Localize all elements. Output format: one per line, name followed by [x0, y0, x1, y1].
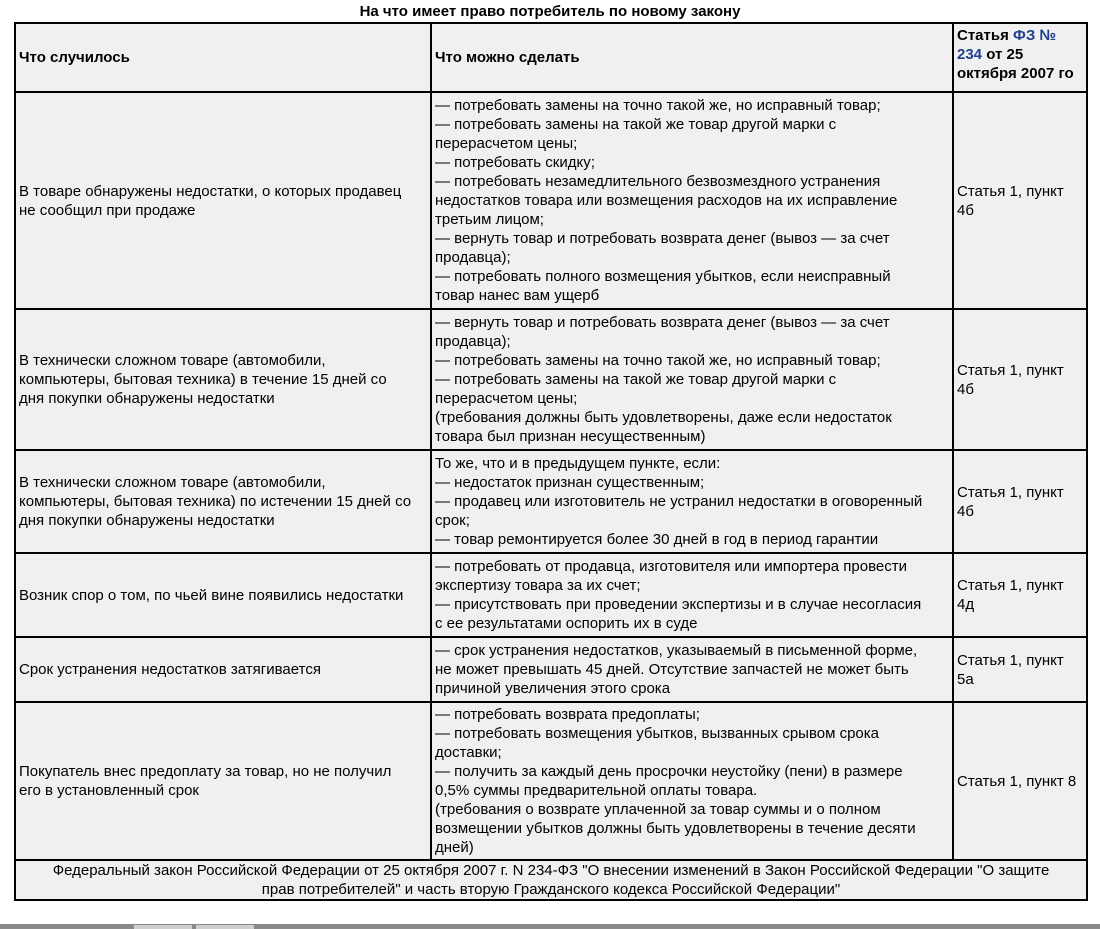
article-cell — [954, 703, 1088, 861]
actions-cell-line: — потребовать скидку; — [435, 154, 595, 171]
actions-cell-line: — недостаток признан существенным; — [435, 474, 705, 491]
situation-cell — [16, 451, 432, 554]
actions-cell-line: — продавец или изготовитель не устранил недостатки в оговоренный — [435, 493, 923, 510]
situation-cell — [16, 638, 432, 703]
table-row — [16, 310, 1088, 451]
actions-cell-line: перерасчетом цены; — [435, 390, 578, 407]
actions-cell-line: перерасчетом цены; — [435, 135, 578, 152]
table-caption: На что имеет право потребитель по новому закону — [359, 3, 741, 20]
law-reference-link[interactable] — [16, 861, 1088, 901]
table-row — [16, 703, 1088, 861]
actions-cell-line: То же, что и в предыдущем пункте, если: — [435, 455, 721, 472]
law-link[interactable]: ФЗ № 234 — [957, 27, 1057, 63]
actions-cell-line: — потребовать замены на точно такой же, но исправный товар; — [435, 352, 881, 369]
actions-cell-line: — потребовать возврата предоплаты; — [435, 706, 700, 723]
article-cell-line: 5а — [957, 670, 974, 688]
situation-cell-line: В технически сложном товаре (автомобили, — [19, 352, 326, 369]
actions-cell-line: — потребовать замены на такой же товар другой марки с — [435, 116, 837, 133]
actions-cell-line: причиной увеличения этого срока — [435, 680, 671, 697]
situation-cell — [16, 93, 432, 310]
consumer-rights-table — [14, 22, 1088, 901]
actions-cell-line: — вернуть товар и потребовать возврата денег (вывоз — за счет — [435, 230, 890, 247]
actions-cell — [432, 451, 954, 554]
situation-cell-line: В товаре обнаружены недостатки, о которых продавец — [19, 182, 402, 200]
actions-cell-line: (требования должны быть удовлетворены, даже если недостаток — [435, 409, 892, 426]
actions-cell-line: — присутствовать при проведении экспертизы и в случае несогласия — [435, 596, 922, 613]
situation-cell-line: компьютеры, бытовая техника) по истечении 15 дней со — [19, 493, 412, 510]
actions-cell — [432, 638, 954, 703]
article-cell-line: 4б — [957, 380, 974, 398]
article-cell-line: 4б — [957, 201, 974, 219]
actions-cell-line: не может превышать 45 дней. Отсутствие запчастей не может быть — [435, 661, 909, 678]
actions-cell — [432, 93, 954, 310]
actions-cell-line: 0,5% суммы предварительной оплаты товара. — [435, 782, 758, 799]
situation-cell-line: Возник спор о том, по чьей вине появились недостатки — [19, 586, 404, 604]
article-cell-line: 4б — [957, 502, 974, 520]
situation-cell — [16, 554, 432, 638]
actions-cell-line: — потребовать от продавца, изготовителя или импортера провести — [435, 558, 907, 575]
situation-cell-line: В технически сложном товаре (автомобили, — [19, 474, 326, 491]
situation-cell-line: не сообщил при продаже — [19, 201, 196, 219]
situation-cell — [16, 703, 432, 861]
article-cell-line: Статья 1, пункт — [957, 577, 1064, 594]
article-cell-line: 4д — [957, 596, 975, 613]
actions-cell-line: товара был признан несущественным) — [435, 428, 706, 445]
actions-cell-line: — товар ремонтируется более 30 дней в год в период гарантии — [435, 531, 879, 548]
article-cell — [954, 451, 1088, 554]
actions-cell — [432, 554, 954, 638]
situation-cell-line: дня покупки обнаружены недостатки — [19, 390, 275, 407]
situation-cell-line: Срок устранения недостатков затягивается — [19, 661, 321, 678]
actions-cell-line: третьим лицом; — [435, 211, 544, 228]
article-cell-line: Статья 1, пункт — [957, 483, 1064, 501]
article-cell — [954, 554, 1088, 638]
situation-cell-line: Покупатель внес предоплату за товар, но не получил — [19, 763, 392, 780]
article-cell-line: Статья 1, пункт — [957, 182, 1064, 200]
actions-cell-line: продавца); — [435, 249, 511, 266]
article-cell-line: Статья 1, пункт — [957, 651, 1064, 669]
header-row — [16, 24, 1088, 93]
actions-cell-line: — потребовать незамедлительного безвозмездного устранения — [435, 173, 881, 190]
actions-cell-line: доставки; — [435, 744, 502, 761]
actions-cell-line: товар нанес вам ущерб — [435, 287, 600, 304]
actions-cell-line: — вернуть товар и потребовать возврата денег (вывоз — за счет — [435, 314, 890, 331]
actions-cell-line: экспертизу товара за их счет; — [435, 577, 641, 594]
header-article-suffix: от 25 октября 2007 го — [957, 46, 1074, 82]
table-row — [16, 638, 1088, 703]
header-article — [954, 24, 1088, 93]
actions-cell-line: — потребовать возмещения убытков, вызванных срывом срока — [435, 725, 880, 742]
actions-cell-line: — получить за каждый день просрочки неустойку (пени) в размере — [435, 763, 903, 780]
article-cell-line: Статья 1, пункт 8 — [957, 772, 1077, 790]
taskbar-tab[interactable] — [196, 925, 254, 929]
article-cell — [954, 310, 1088, 451]
actions-cell-line: — потребовать замены на такой же товар другой марки с — [435, 371, 837, 388]
actions-cell-line: возмещении убытков должны быть удовлетворены в течение десяти — [435, 820, 916, 837]
header-article-prefix: Статья — [957, 27, 1014, 44]
actions-cell-line: недостатков товара или возмещения расходов на их исправление — [435, 192, 898, 209]
table-row — [16, 93, 1088, 310]
actions-cell-line: — потребовать полного возмещения убытков, если неисправный — [435, 268, 891, 285]
article-cell — [954, 638, 1088, 703]
situation-cell-line: компьютеры, бытовая техника) в течение 15 дней со — [19, 371, 387, 388]
header-what-to-do: Что можно сделать — [432, 24, 954, 93]
actions-cell-line: срок; — [435, 512, 470, 529]
header-what-happened: Что случилось — [16, 24, 432, 93]
taskbar-tab[interactable] — [134, 925, 192, 929]
actions-cell-line: с ее результатами оспорить их в суде — [435, 615, 698, 632]
law-reference-line[interactable]: Федеральный закон Российской Федерации от 25 октября 2007 г. N 234-ФЗ "О внесении изменений в Закон Российской Федерации "О защите — [52, 862, 1050, 879]
footer-row — [16, 861, 1088, 901]
situation-cell-line: дня покупки обнаружены недостатки — [19, 512, 275, 529]
actions-cell-line: (требования о возврате уплаченной за товар суммы и о полном — [435, 801, 881, 818]
situation-cell-line: его в установленный срок — [19, 782, 199, 799]
table-row — [16, 451, 1088, 554]
situation-cell — [16, 310, 432, 451]
article-cell-line: Статья 1, пункт — [957, 361, 1064, 379]
actions-cell-line: дней) — [435, 839, 474, 856]
actions-cell-line: — срок устранения недостатков, указываемый в письменной форме, — [435, 642, 918, 659]
table-row — [16, 554, 1088, 638]
actions-cell-line: — потребовать замены на точно такой же, но исправный товар; — [435, 97, 881, 114]
article-cell — [954, 93, 1088, 310]
actions-cell — [432, 703, 954, 861]
law-reference-line[interactable]: прав потребителей" и часть вторую Гражданского кодекса Российской Федерации" — [261, 881, 841, 898]
actions-cell — [432, 310, 954, 451]
actions-cell-line: продавца); — [435, 333, 511, 350]
